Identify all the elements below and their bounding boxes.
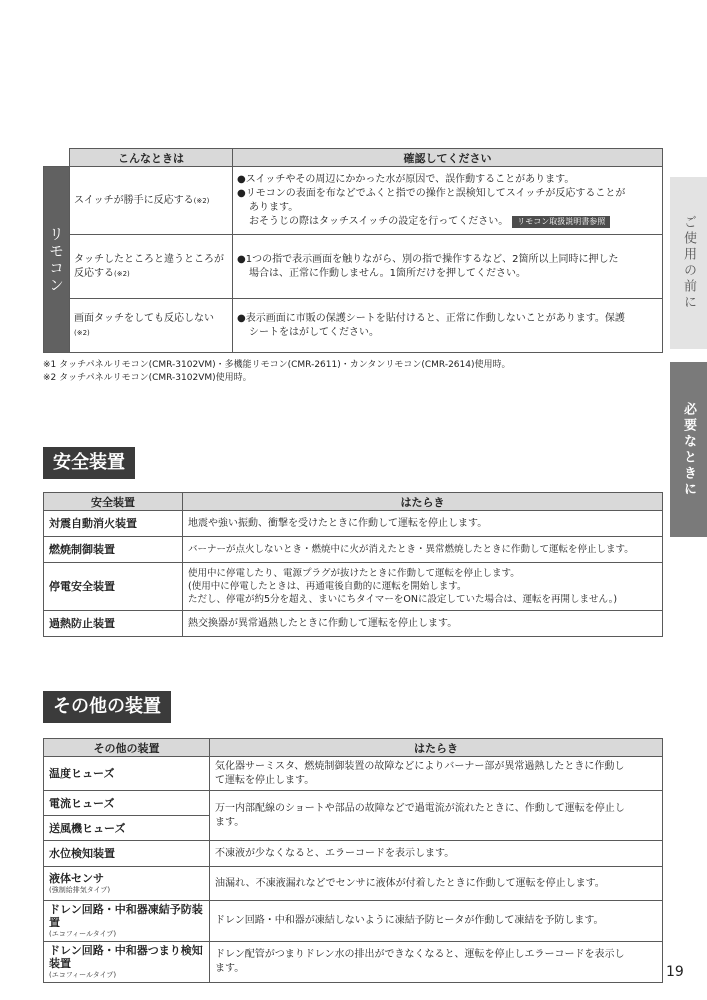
remocon-row <box>44 167 663 235</box>
side-tab-before-use[interactable]: ご使用の前に <box>670 177 707 349</box>
device-function: 使用中に停電したり、電源プラグが抜けたときに作動して運転を停止します。 (使用中に停電したときは、再通電後自動的に運転を開始します。 ただし、停電が約5分を超え、まいにちタイマーをONに設定していた場合は、運転を再開しません。) <box>183 563 663 611</box>
other-header-function: はたらき <box>210 739 663 757</box>
safety-section-title: 安全装置 <box>43 447 135 479</box>
remocon-header-check: 確認してください <box>233 149 663 167</box>
other-header-row <box>44 739 663 757</box>
safety-row <box>44 611 663 637</box>
remocon-header-spacer <box>44 149 70 167</box>
other-row <box>44 841 663 867</box>
remocon-side-label: リモコン <box>44 167 70 353</box>
footnote: ※1 タッチパネルリモコン(CMR-3102VM)・多機能リモコン(CMR-2611)・カンタンリモコン(CMR-2614)使用時。 <box>43 360 511 370</box>
other-row <box>44 867 663 901</box>
device-name: 燃焼制御装置 <box>44 537 183 563</box>
remocon-header-condition: こんなときは <box>70 149 233 167</box>
remocon-row <box>44 299 663 353</box>
device-name: 過熱防止装置 <box>44 611 183 637</box>
remocon-check: ●1つの指で表示画面を触りながら、別の指で操作するなど、2箇所以上同時に押した 場合は、正常に作動しません。1箇所だけを押してください。 <box>233 235 663 299</box>
safety-header-row <box>44 493 663 511</box>
device-function: ドレン配管がつまりドレン水の排出ができなくなると、運転を停止しエラーコードを表示し ます。 <box>210 942 663 983</box>
device-name: 温度ヒューズ <box>44 757 210 791</box>
device-function: ドレン回路・中和器が凍結しないように凍結予防ヒータが作動して凍結を予防します。 <box>210 901 663 942</box>
device-function: 万一内部配線のショートや部品の故障などで過電流が流れたときに、作動して運転を停止し ます。 <box>210 791 663 841</box>
safety-header-name: 安全装置 <box>44 493 183 511</box>
remocon-row <box>44 235 663 299</box>
device-name: 送風機ヒューズ <box>44 816 210 841</box>
other-section-title: その他の装置 <box>43 691 171 723</box>
device-function: 熱交換器が異常過熱したときに作動して運転を停止します。 <box>183 611 663 637</box>
remocon-check: ●スイッチやその周辺にかかった水が原因で、誤作動することがあります。 ●リモコンの表面を布などでふくと指での操作と誤検知してスイッチが反応することが あります。 おそうじの際はタッチスイッチの設定を行ってください。 リモコン取扱説明書参照 <box>233 167 663 235</box>
remocon-header-row <box>44 149 663 167</box>
device-name: 対震自動消火装置 <box>44 511 183 537</box>
page-number: 19 <box>666 964 684 980</box>
device-name: ドレン回路・中和器つまり検知装置 (エコフィールタイプ) <box>44 942 210 983</box>
device-type-note: (エコフィールタイプ) <box>49 971 117 979</box>
remocon-condition: スイッチが勝手に反応する$^{(※2)}$ <box>70 167 233 235</box>
device-function: 気化器サーミスタ、燃焼制御装置の故障などによりバーナー部が異常過熱したときに作動し て運転を停止します。 <box>210 757 663 791</box>
safety-table <box>43 492 663 637</box>
remocon-condition: タッチしたところと違うところが反応する$^{(※2)}$ <box>70 235 233 299</box>
device-name: ドレン回路・中和器凍結予防装置 (エコフィールタイプ) <box>44 901 210 942</box>
device-type-note: (エコフィールタイプ) <box>49 930 117 938</box>
other-header-name: その他の装置 <box>44 739 210 757</box>
device-type-note: (強制給排気タイプ) <box>49 886 111 894</box>
safety-header-function: はたらき <box>183 493 663 511</box>
device-name: 液体センサ (強制給排気タイプ) <box>44 867 210 901</box>
device-name: 電流ヒューズ <box>44 791 210 816</box>
device-name: 停電安全装置 <box>44 563 183 611</box>
footnote: ※2 タッチパネルリモコン(CMR-3102VM)使用時。 <box>43 373 252 383</box>
other-row <box>44 791 663 816</box>
device-function: バーナーが点火しないとき・燃焼中に火が消えたとき・異常燃焼したときに作動して運転を停止します。 <box>183 537 663 563</box>
footnotes <box>43 359 511 385</box>
other-row <box>44 757 663 791</box>
other-devices-table <box>43 738 663 983</box>
safety-row <box>44 537 663 563</box>
device-function: 不凍液が少なくなると、エラーコードを表示します。 <box>210 841 663 867</box>
side-tab-when-needed[interactable]: 必要なときに <box>670 362 707 537</box>
device-function: 地震や強い振動、衝撃を受けたときに作動して運転を停止します。 <box>183 511 663 537</box>
other-row <box>44 901 663 942</box>
safety-row <box>44 511 663 537</box>
safety-row <box>44 563 663 611</box>
remocon-table <box>43 148 663 353</box>
device-function: 油漏れ、不凍液漏れなどでセンサに液体が付着したときに作動して運転を停止します。 <box>210 867 663 901</box>
other-row <box>44 942 663 983</box>
remocon-check: ●表示画面に市販の保護シートを貼付けると、正常に作動しないことがあります。保護 シートをはがしてください。 <box>233 299 663 353</box>
reference-badge: リモコン取扱説明書参照 <box>512 216 610 228</box>
remocon-condition: 画面タッチをしても反応しない$^{(※2)}$ <box>70 299 233 353</box>
device-name: 水位検知装置 <box>44 841 210 867</box>
